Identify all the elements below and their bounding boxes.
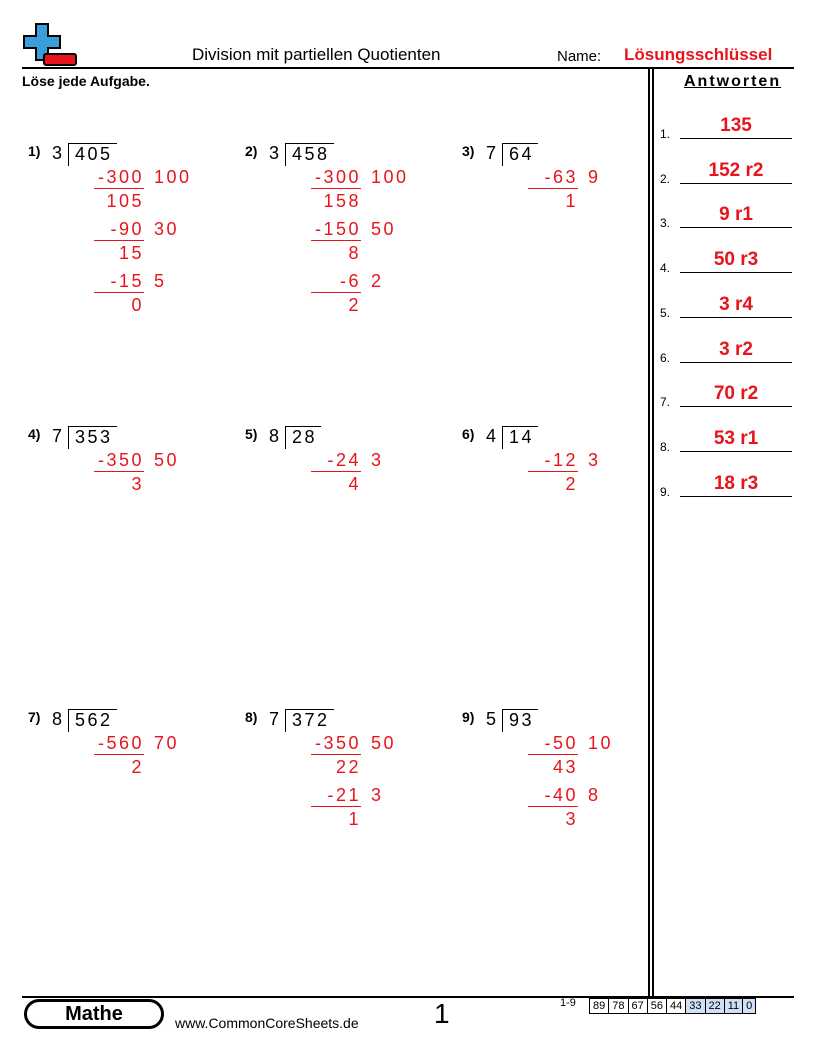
answer-number: 1.	[660, 127, 671, 141]
problem-number: 7)	[28, 709, 41, 725]
answer-number: 7.	[660, 395, 671, 410]
dividend: 353	[68, 426, 117, 449]
answer-value: 3 r4	[719, 293, 753, 315]
subtraction-value: -63	[528, 167, 578, 189]
answer-value: 53 r1	[713, 427, 759, 449]
answer-number: 8.	[660, 439, 671, 454]
problem-number: 9)	[462, 709, 475, 725]
answer-value: 135	[720, 115, 752, 136]
answer-line	[680, 317, 792, 318]
score-cell: 67	[628, 999, 647, 1014]
answer-value: 152 r2	[708, 159, 764, 181]
dividend: 372	[285, 709, 334, 732]
subtraction-value: -300	[311, 167, 361, 189]
partial-quotient: 9	[588, 167, 601, 187]
answer-line	[680, 362, 792, 363]
remainder-value: 8	[348, 243, 361, 263]
answer-number: 3.	[660, 216, 671, 231]
answer-line	[680, 406, 792, 407]
division-problem	[462, 426, 662, 666]
answer-line	[680, 183, 792, 184]
remainder-value: 158	[323, 191, 361, 211]
score-cell: 11	[724, 999, 742, 1014]
division-problem	[245, 426, 445, 666]
score-cell: 78	[609, 999, 628, 1014]
plus-minus-logo-icon	[22, 22, 78, 68]
remainder-value: 3	[565, 809, 578, 829]
divisor: 7	[269, 709, 280, 729]
divisor: 8	[269, 426, 280, 446]
partial-quotient: 100	[154, 167, 192, 187]
problem-number: 2)	[245, 143, 258, 159]
division-problem	[245, 143, 445, 383]
score-range-label: 1-9	[560, 997, 576, 1009]
subtraction-value: -90	[94, 219, 144, 241]
answer-row	[660, 338, 792, 365]
partial-quotient: 100	[371, 167, 409, 187]
answer-number: 4.	[660, 261, 671, 276]
partial-quotient: 50	[371, 219, 397, 239]
dividend: 28	[285, 426, 321, 449]
score-cell: 0	[743, 999, 756, 1014]
subtraction-value: -6	[311, 271, 361, 293]
answer-row	[660, 472, 792, 499]
division-problem	[462, 143, 662, 383]
divisor: 7	[486, 143, 497, 163]
problem-number: 4)	[28, 426, 41, 442]
answer-value: 3 r2	[719, 338, 753, 360]
page-number: 1	[434, 998, 450, 1029]
remainder-value: 0	[131, 295, 144, 315]
dividend: 562	[68, 709, 117, 732]
answer-key-label: Lösungsschlüssel	[624, 45, 773, 64]
worksheet-title: Division mit partiellen Quotienten	[192, 45, 441, 64]
answer-row	[660, 159, 792, 186]
subtraction-value: -24	[311, 450, 361, 472]
answer-row	[660, 117, 792, 139]
remainder-value: 22	[335, 757, 361, 777]
subtraction-value: -350	[94, 450, 144, 472]
answer-value: 18 r3	[713, 472, 759, 494]
divisor: 3	[52, 143, 63, 163]
division-problem	[462, 709, 662, 949]
answer-value: 9 r1	[719, 204, 753, 226]
answer-line	[680, 272, 792, 273]
division-problem	[28, 709, 228, 949]
division-problem	[245, 709, 445, 949]
answer-row	[660, 427, 792, 454]
answer-line	[680, 227, 792, 228]
remainder-value: 4	[348, 474, 361, 494]
remainder-value: 1	[348, 809, 361, 829]
partial-quotient: 10	[588, 733, 614, 753]
answer-row	[660, 383, 792, 410]
dividend: 14	[502, 426, 538, 449]
answer-number: 9.	[660, 484, 671, 499]
answer-value: 50 r3	[713, 249, 759, 271]
answer-row	[660, 249, 792, 276]
partial-quotient: 3	[588, 450, 601, 470]
answer-line	[680, 138, 792, 139]
score-cell: 44	[667, 999, 686, 1014]
answer-value: 70 r2	[713, 383, 759, 405]
remainder-value: 1	[565, 191, 578, 211]
name-label: Name:	[557, 48, 602, 65]
instructions: Löse jede Aufgabe.	[22, 73, 150, 89]
problem-number: 8)	[245, 709, 258, 725]
subtraction-value: -15	[94, 271, 144, 293]
problem-number: 6)	[462, 426, 475, 442]
partial-quotient: 2	[371, 271, 384, 291]
divisor: 8	[52, 709, 63, 729]
subtraction-value: -350	[311, 733, 361, 755]
subtraction-value: -40	[528, 785, 578, 807]
partial-quotient: 5	[154, 271, 167, 291]
remainder-value: 15	[118, 243, 144, 263]
dividend: 93	[502, 709, 538, 732]
partial-quotient: 50	[154, 450, 180, 470]
answer-number: 2.	[660, 171, 671, 186]
answers-header: Antworten	[684, 73, 782, 90]
division-problem	[28, 426, 228, 666]
divisor: 3	[269, 143, 280, 163]
subtraction-value: -300	[94, 167, 144, 189]
score-cell: 22	[705, 999, 724, 1014]
dividend: 405	[68, 143, 117, 166]
remainder-value: 43	[552, 757, 578, 777]
answer-number: 6.	[660, 350, 671, 365]
partial-quotient: 3	[371, 785, 384, 805]
score-cell: 33	[686, 999, 705, 1014]
remainder-value: 2	[131, 757, 144, 777]
brand-badge: Mathe	[24, 999, 164, 1029]
problem-number: 1)	[28, 143, 41, 159]
answer-line	[680, 496, 792, 497]
score-table	[589, 998, 756, 1014]
subtraction-value: -21	[311, 785, 361, 807]
score-cell: 56	[647, 999, 666, 1014]
partial-quotient: 8	[588, 785, 601, 805]
answer-number: 5.	[660, 305, 671, 320]
subtraction-value: -560	[94, 733, 144, 755]
dividend: 458	[285, 143, 334, 166]
dividend: 64	[502, 143, 538, 166]
partial-quotient: 30	[154, 219, 180, 239]
remainder-value: 105	[106, 191, 144, 211]
divisor: 5	[486, 709, 497, 729]
answer-row	[660, 293, 792, 320]
subtraction-value: -50	[528, 733, 578, 755]
remainder-value: 3	[131, 474, 144, 494]
remainder-value: 2	[348, 295, 361, 315]
divisor: 4	[486, 426, 497, 446]
subtraction-value: -150	[311, 219, 361, 241]
answer-row	[660, 204, 792, 231]
partial-quotient: 50	[371, 733, 397, 753]
answer-line	[680, 451, 792, 452]
divisor: 7	[52, 426, 63, 446]
subtraction-value: -12	[528, 450, 578, 472]
division-problem	[28, 143, 228, 383]
problem-number: 5)	[245, 426, 258, 442]
problem-number: 3)	[462, 143, 475, 159]
partial-quotient: 70	[154, 733, 180, 753]
score-cell: 89	[590, 999, 609, 1014]
partial-quotient: 3	[371, 450, 384, 470]
site-url: www.CommonCoreSheets.de	[175, 1015, 359, 1031]
remainder-value: 2	[565, 474, 578, 494]
header-divider	[22, 67, 794, 69]
